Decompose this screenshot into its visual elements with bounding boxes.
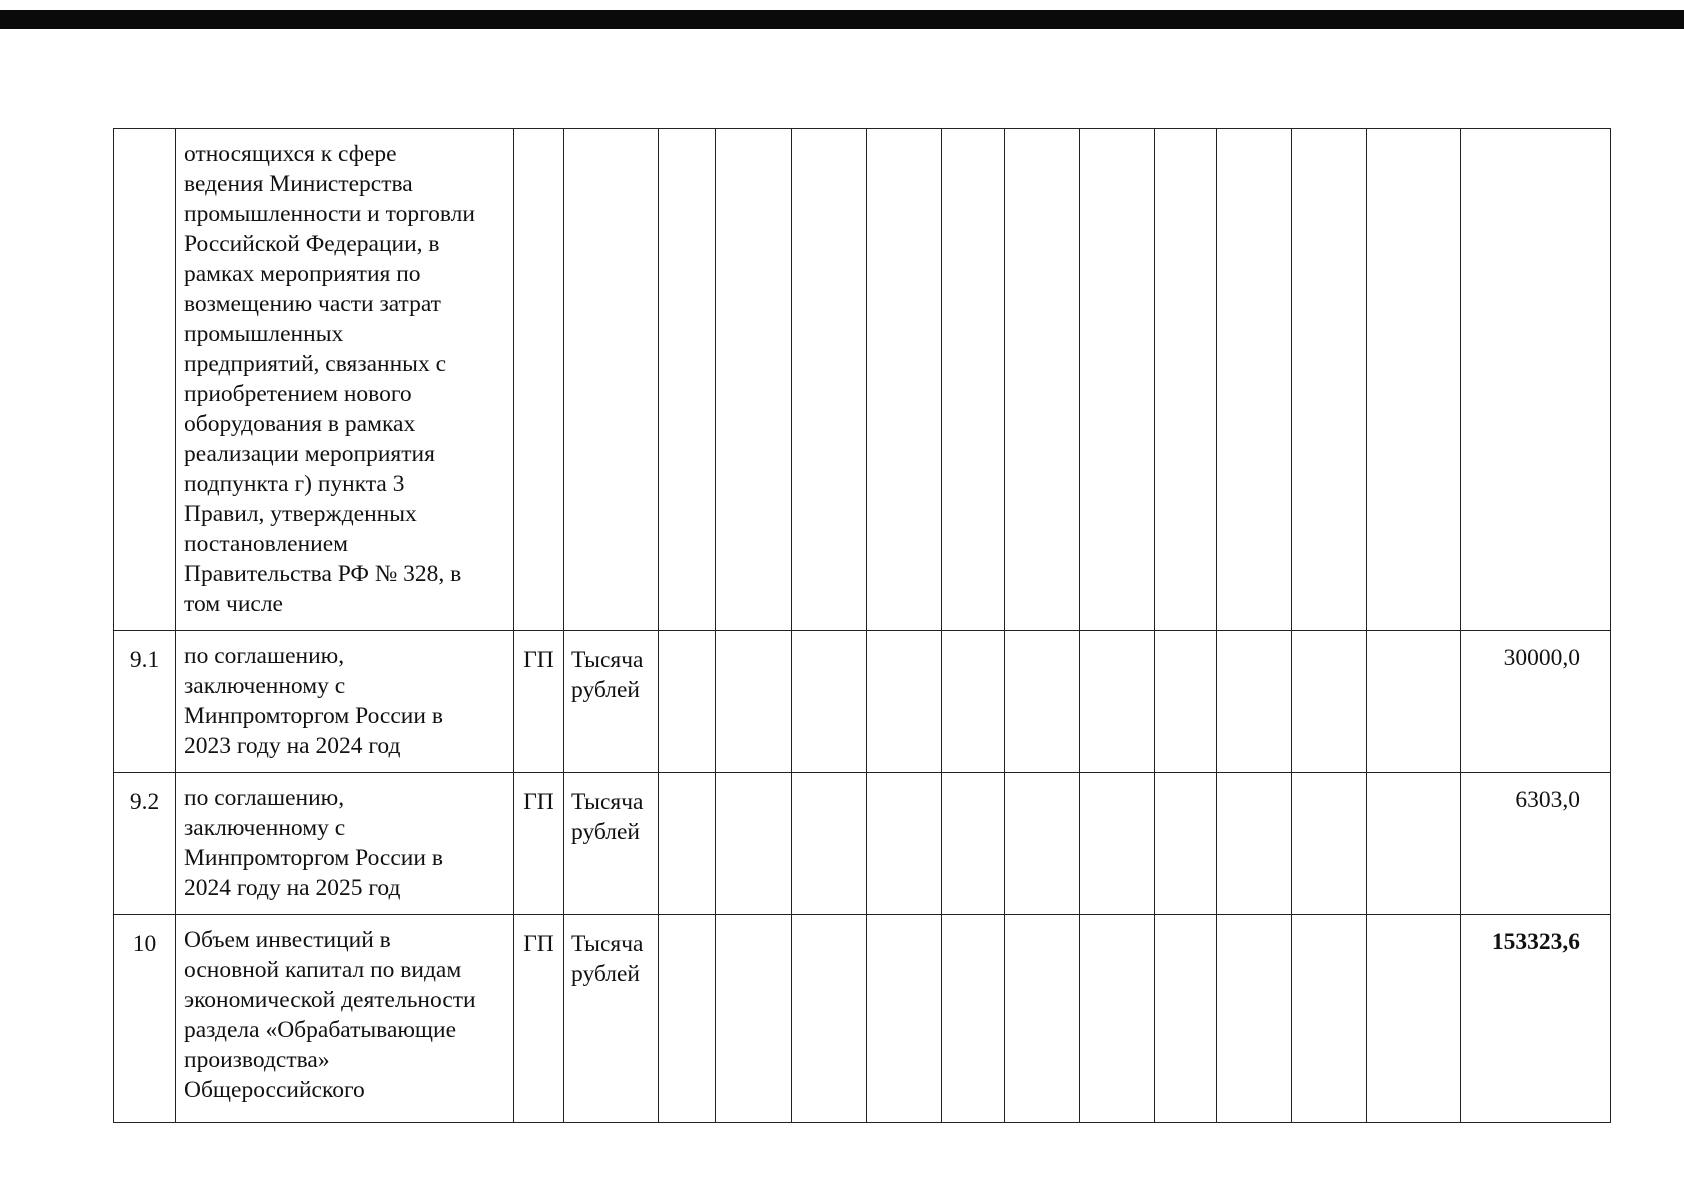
empty-cell xyxy=(792,631,867,773)
responsible-code: ГП xyxy=(514,773,564,915)
empty-cell xyxy=(792,915,867,1123)
unit-of-measure xyxy=(564,773,659,915)
unit-of-measure xyxy=(564,915,659,1123)
indicator-value: 6303,0 xyxy=(1461,773,1611,915)
empty-cell xyxy=(867,129,942,631)
empty-cell xyxy=(792,773,867,915)
table-body xyxy=(114,129,1611,1123)
indicator-name xyxy=(176,773,514,915)
empty-cell xyxy=(1080,773,1155,915)
empty-cell xyxy=(1080,129,1155,631)
empty-cell xyxy=(1155,129,1217,631)
empty-cell xyxy=(1155,915,1217,1123)
responsible-code xyxy=(514,129,564,631)
indicator-name-line: Правительства РФ № 328, в xyxy=(184,561,462,587)
empty-cell xyxy=(1367,631,1461,773)
empty-cell xyxy=(1217,915,1292,1123)
unit-of-measure xyxy=(564,631,659,773)
empty-cell xyxy=(659,631,716,773)
indicator-name-line: заключенному с xyxy=(184,815,346,841)
indicator-name-line: том числе xyxy=(184,591,283,617)
empty-cell xyxy=(1080,631,1155,773)
empty-cell xyxy=(716,915,792,1123)
indicator-name-line: заключенному с xyxy=(184,673,346,699)
row-number: 9.1 xyxy=(114,631,176,773)
empty-cell xyxy=(1005,915,1080,1123)
indicator-name-line: Минпромторгом России в xyxy=(184,845,443,871)
unit-line: Тысяча xyxy=(571,931,644,957)
empty-cell xyxy=(1217,631,1292,773)
scan-top-border xyxy=(0,10,1684,29)
empty-cell xyxy=(867,773,942,915)
indicator-name-line: подпункта г) пункта 3 xyxy=(184,471,405,497)
indicator-name-line: оборудования в рамках xyxy=(184,411,416,437)
table-row xyxy=(114,129,1611,631)
indicator-name-line: раздела «Обрабатывающие xyxy=(184,1017,457,1043)
indicators-table xyxy=(113,128,1611,1123)
indicator-name-line: 2023 году на 2024 год xyxy=(184,733,401,759)
indicator-name-line: промышленности и торговли xyxy=(184,201,475,227)
indicator-name-line: возмещению части затрат xyxy=(184,291,441,317)
empty-cell xyxy=(942,773,1005,915)
indicator-value: 153323,6 xyxy=(1461,915,1611,1123)
empty-cell xyxy=(792,129,867,631)
indicator-name-line: реализации мероприятия xyxy=(184,441,435,467)
empty-cell xyxy=(659,773,716,915)
empty-cell xyxy=(659,129,716,631)
empty-cell xyxy=(942,129,1005,631)
empty-cell xyxy=(1292,631,1367,773)
indicator-name xyxy=(176,915,514,1123)
empty-cell xyxy=(1155,631,1217,773)
empty-cell xyxy=(1367,773,1461,915)
indicator-name xyxy=(176,631,514,773)
empty-cell xyxy=(1217,129,1292,631)
indicator-name-line: приобретением нового xyxy=(184,381,412,407)
indicator-name-line: Правил, утвержденных xyxy=(184,501,417,527)
row-number: 10 xyxy=(114,915,176,1123)
row-number xyxy=(114,129,176,631)
responsible-code: ГП xyxy=(514,915,564,1123)
indicator-name xyxy=(176,129,514,631)
empty-cell xyxy=(1367,129,1461,631)
empty-cell xyxy=(942,915,1005,1123)
empty-cell xyxy=(1292,773,1367,915)
empty-cell xyxy=(1005,129,1080,631)
indicator-value xyxy=(1461,129,1611,631)
indicator-name-line: рамках мероприятия по xyxy=(184,261,421,287)
indicator-name-line: Объем инвестиций в xyxy=(184,927,391,953)
empty-cell xyxy=(942,631,1005,773)
indicator-name-line: предприятий, связанных с xyxy=(184,351,447,377)
indicator-name-line: по соглашению, xyxy=(184,643,345,669)
indicator-value: 30000,0 xyxy=(1461,631,1611,773)
table-row xyxy=(114,773,1611,915)
empty-cell xyxy=(716,773,792,915)
indicator-name-line: Российской Федерации, в xyxy=(184,231,440,257)
indicator-name-line: производства» xyxy=(184,1047,330,1073)
empty-cell xyxy=(1005,631,1080,773)
indicator-name-line: постановлением xyxy=(184,531,349,557)
unit-line: Тысяча xyxy=(571,647,644,673)
row-number: 9.2 xyxy=(114,773,176,915)
empty-cell xyxy=(1155,773,1217,915)
empty-cell xyxy=(1080,915,1155,1123)
indicator-name-line: Общероссийского xyxy=(184,1077,365,1103)
indicator-name-line: Минпромторгом России в xyxy=(184,703,443,729)
empty-cell xyxy=(1217,773,1292,915)
responsible-code: ГП xyxy=(514,631,564,773)
unit-of-measure xyxy=(564,129,659,631)
indicator-name-line: относящихся к сфере xyxy=(184,141,397,167)
empty-cell xyxy=(716,631,792,773)
table-row xyxy=(114,631,1611,773)
empty-cell xyxy=(867,915,942,1123)
indicator-name-line: промышленных xyxy=(184,321,344,347)
empty-cell xyxy=(1005,773,1080,915)
empty-cell xyxy=(659,915,716,1123)
table-row xyxy=(114,915,1611,1123)
indicator-name-line: по соглашению, xyxy=(184,785,345,811)
indicator-name-line: 2024 году на 2025 год xyxy=(184,875,401,901)
unit-line: рублей xyxy=(571,819,640,845)
empty-cell xyxy=(867,631,942,773)
indicator-name-line: ведения Министерства xyxy=(184,171,413,197)
unit-line: рублей xyxy=(571,677,640,703)
empty-cell xyxy=(1367,915,1461,1123)
unit-line: рублей xyxy=(571,961,640,987)
empty-cell xyxy=(1292,129,1367,631)
empty-cell xyxy=(1292,915,1367,1123)
indicator-name-line: экономической деятельности xyxy=(184,987,476,1013)
unit-line: Тысяча xyxy=(571,789,644,815)
indicator-name-line: основной капитал по видам xyxy=(184,957,462,983)
empty-cell xyxy=(716,129,792,631)
